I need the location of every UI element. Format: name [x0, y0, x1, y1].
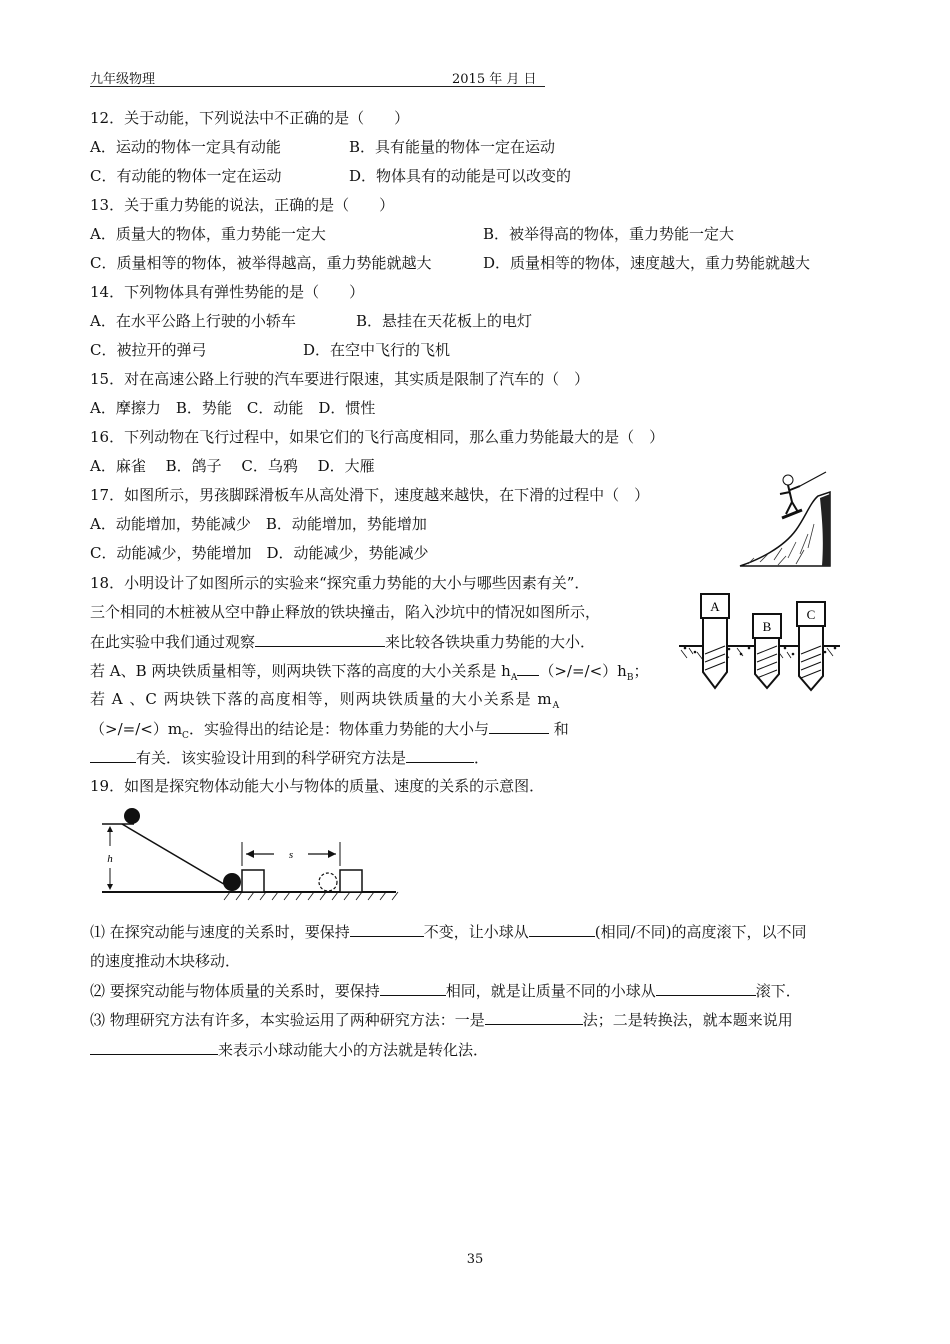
q19-part-1: ⑴ 在探究动能与速度的关系时，要保持 不变，让小球从 (相同/不同)的高度滚下，以不同	[90, 923, 807, 941]
header-date: 2015 年 月 日	[452, 72, 537, 87]
height-label: h	[107, 853, 113, 865]
keep-constant-blank[interactable]	[350, 921, 424, 937]
q17-options-ab: A．动能增加，势能减少 B．动能增加，势能增加	[90, 515, 427, 533]
q13-option-c: C．质量相等的物体，被举得越高，重力势能就越大	[90, 254, 432, 272]
distance-label: s	[288, 849, 294, 861]
observe-blank[interactable]	[255, 631, 385, 647]
question-19: 19．如图是探究物体动能大小与物体的质量、速度的关系的示意图．	[90, 777, 545, 795]
q18-line-7: 有关．该实验设计用到的科学研究方法是 ．	[90, 747, 489, 768]
q19-part-3-cont: 来表示小球动能大小的方法就是转化法．	[90, 1039, 488, 1060]
header-subject: 九年级物理	[90, 72, 156, 87]
q12-option-d: D．物体具有的动能是可以改变的	[349, 167, 572, 185]
q18-line-1: 18．小明设计了如图所示的实验来“探究重力势能的大小与哪些因素有关”．	[90, 574, 590, 592]
question-12: 12．关于动能，下列说法中不正确的是（ ）	[90, 109, 410, 127]
question-15: 15．对在高速公路上行驶的汽车要进行限速，其实质是限制了汽车的（ ）	[90, 370, 590, 388]
q15-options: A．摩擦力 B．势能 C．动能 D．惯性	[90, 399, 376, 417]
q13-option-b: B．被举得高的物体，重力势能一定大	[483, 225, 735, 243]
q16-options: A．麻雀 B．鸽子 C．乌鸦 D．大雁	[90, 457, 375, 475]
question-14: 14．下列物体具有弹性势能的是（ ）	[90, 283, 365, 301]
q14-option-c: C．被拉开的弹弓	[90, 341, 207, 359]
question-17: 17．如图所示，男孩脚踩滑板车从高处滑下，速度越来越快，在下滑的过程中（ ）	[90, 486, 650, 504]
question-16: 16．下列动物在飞行过程中，如果它们的飞行高度相同，那么重力势能最大的是（ ）	[90, 428, 665, 446]
q18-line-5: 若 A 、C 两块铁下落的高度相等，则两块铁质量的大小关系是 $m_A$	[90, 690, 561, 711]
q19-part-2: ⑵ 要探究动能与物体质量的关系时，要保持 相同，就是让质量不同的小球从 滚下．	[90, 982, 801, 1000]
factor-blank-1[interactable]	[489, 718, 549, 734]
method-blank[interactable]	[406, 747, 474, 763]
q18-line-3: 在此实验中我们通过观察 来比较各铁块重力势能的大小．	[90, 633, 596, 651]
q18-line-2: 三个相同的木桩被从空中静止释放的铁块撞击，陷入沙坑中的情况如图所示，	[90, 603, 601, 621]
q17-options-cd: C．动能减少，势能增加 D．动能减少，势能减少	[90, 544, 429, 562]
keep-same-blank[interactable]	[380, 980, 446, 996]
ramp-ball-block-figure	[100, 806, 400, 910]
q12-option-b: B．具有能量的物体一定在运动	[349, 138, 556, 156]
q18-line-6: $(>/=/<)m_C$．实验得出的结论是：物体重力势能的大小与 和	[90, 720, 569, 741]
q14-option-b: B．悬挂在天花板上的电灯	[356, 312, 533, 330]
height-compare-blank[interactable]	[517, 660, 539, 676]
q14-option-d: D．在空中飞行的飞机	[303, 341, 451, 359]
q14-option-a: A．在水平公路上行驶的小轿车	[90, 312, 296, 330]
factor-blank-2[interactable]	[90, 747, 136, 763]
transform-blank[interactable]	[90, 1039, 218, 1055]
page-number: 35	[466, 1252, 484, 1267]
page-header	[90, 66, 545, 87]
q18-line-4: 若 A、B 两块铁质量相等，则两块铁下落的高度的大小关系是 $h_A$ $(>/=/<)h_B$；	[90, 662, 649, 683]
skateboard-slope-figure	[738, 468, 834, 568]
method-one-blank[interactable]	[485, 1009, 583, 1025]
question-13: 13．关于重力势能的说法，正确的是（ ）	[90, 196, 395, 214]
q12-option-c: C．有动能的物体一定在运动	[90, 167, 282, 185]
roll-from-blank[interactable]	[656, 980, 756, 996]
q12-option-a: A．运动的物体一定具有动能	[90, 138, 281, 156]
stake-label-b: B	[762, 619, 772, 634]
q19-part-1-cont: 的速度推动木块移动．	[90, 952, 241, 970]
same-different-blank[interactable]	[529, 921, 595, 937]
stake-label-c: C	[806, 607, 816, 622]
stake-label-a: A	[710, 599, 720, 614]
q19-part-3: ⑶ 物理研究方法有许多，本实验运用了两种研究方法：一是 法；二是转换法，就本题来说用	[90, 1011, 793, 1029]
q13-option-a: A．质量大的物体，重力势能一定大	[90, 225, 326, 243]
q13-option-d: D．质量相等的物体，速度越大，重力势能就越大	[483, 254, 811, 272]
stakes-in-sand-figure	[677, 588, 842, 694]
